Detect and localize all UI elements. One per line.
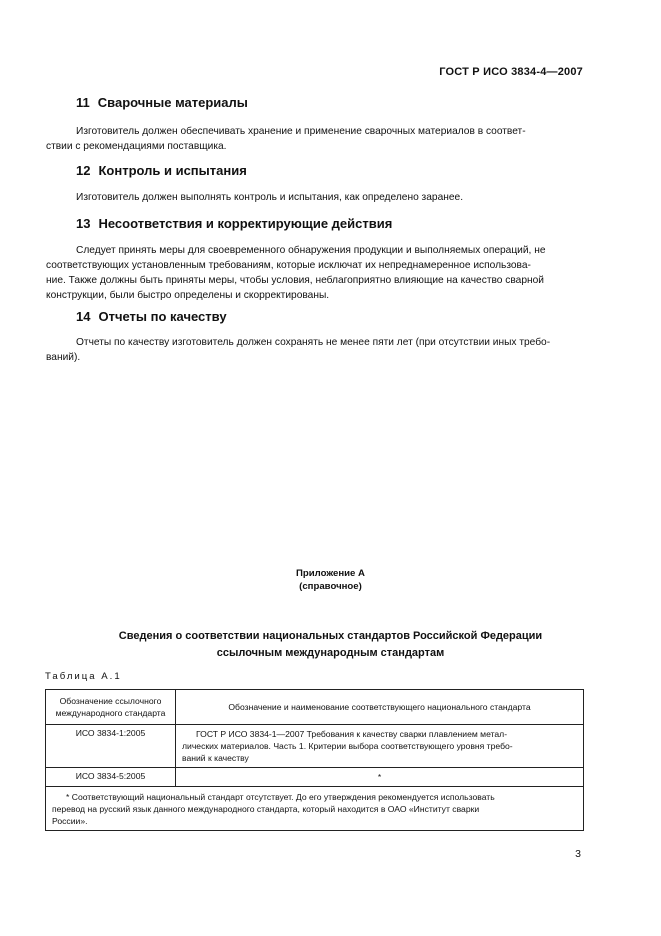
header-ref-standard (46, 690, 176, 725)
cell-line: ваний к качеству (182, 753, 249, 763)
annex-subtitle: (справочное) (299, 581, 362, 592)
cell-line: лических материалов. Часть 1. Критерии выбора соответствующего уровня требо- (182, 741, 513, 751)
section-number: 11 (76, 95, 90, 110)
footnote-line: * Соответствующий национальный стандарт отсутствует. До его утверждения рекомендуется использовать (66, 792, 495, 802)
section-title-text: Несоответствия и корректирующие действия (98, 216, 393, 231)
annex-title: Приложение А (296, 568, 365, 579)
header-national-standard: Обозначение и наименование соответствующего национального стандарта (176, 690, 584, 725)
section-12-title (76, 163, 247, 178)
text-line: ствии с рекомендациями поставщика. (46, 141, 227, 152)
table-footnote (46, 787, 584, 831)
header-line: международного стандарта (55, 708, 166, 718)
section-13-text (46, 243, 582, 303)
text-line: Изготовитель должен выполнять контроль и испытания, как определено заранее. (76, 192, 464, 203)
section-12-text (76, 190, 582, 205)
section-13-title (76, 216, 392, 231)
section-number: 13 (76, 216, 91, 231)
ref-standard-cell: ИСО 3834-5:2005 (46, 768, 176, 787)
section-14-title (76, 309, 227, 324)
annex-heading-line-2: ссылочным международным стандартам (216, 647, 445, 659)
annex-heading-line-1: Сведения о соответствии национальных стандартов Российской Федерации (118, 630, 543, 642)
national-standard-cell: * (176, 768, 584, 787)
section-11-title (76, 95, 248, 110)
footnote-line: перевод на русский язык данного международного стандарта, который находится в ОАО «Институт сварки (52, 804, 480, 814)
table-label: Таблица А.1 (45, 671, 122, 682)
section-title-text: Контроль и испытания (98, 163, 247, 178)
table-header-row (46, 690, 584, 725)
text-line: соответствующих установленным требованиям, которые исключат их непреднамеренное использова- (46, 260, 531, 271)
text-line: Отчеты по качеству изготовитель должен сохранять не менее пяти лет (при отсутствии иных требо- (76, 337, 551, 348)
section-title-text: Отчеты по качеству (98, 309, 227, 324)
text-line: Следует принять меры для своевременного обнаружения продукции и выполняемых операций, не (76, 245, 546, 256)
document-code: ГОСТ Р ИСО 3834-4—2007 (439, 66, 583, 78)
text-line: Изготовитель должен обеспечивать хранение и применение сварочных материалов в соответ- (76, 126, 526, 137)
table-row (46, 768, 584, 787)
section-11-text (46, 124, 582, 154)
section-title-text: Сварочные материалы (97, 95, 248, 110)
text-line: ние. Также должны быть приняты меры, чтобы условия, неблагоприятно влияющие на качество сварной (46, 275, 544, 286)
section-14-text (46, 335, 582, 365)
text-line: ваний). (46, 352, 81, 363)
footnote-line: России». (52, 816, 88, 826)
section-number: 14 (76, 309, 91, 324)
text-line: конструкции, были быстро определены и скорректированы. (46, 290, 330, 301)
reference-standards-table (45, 689, 584, 831)
cell-line: ГОСТ Р ИСО 3834-1—2007 Требования к качеству сварки плавлением метал- (196, 729, 508, 739)
section-number: 12 (76, 163, 91, 178)
header-line: Обозначение ссылочного (59, 696, 162, 706)
table-footnote-row (46, 787, 584, 831)
table-row (46, 725, 584, 768)
page-number: 3 (575, 848, 581, 860)
ref-standard-cell: ИСО 3834-1:2005 (46, 725, 176, 768)
national-standard-cell (176, 725, 584, 768)
